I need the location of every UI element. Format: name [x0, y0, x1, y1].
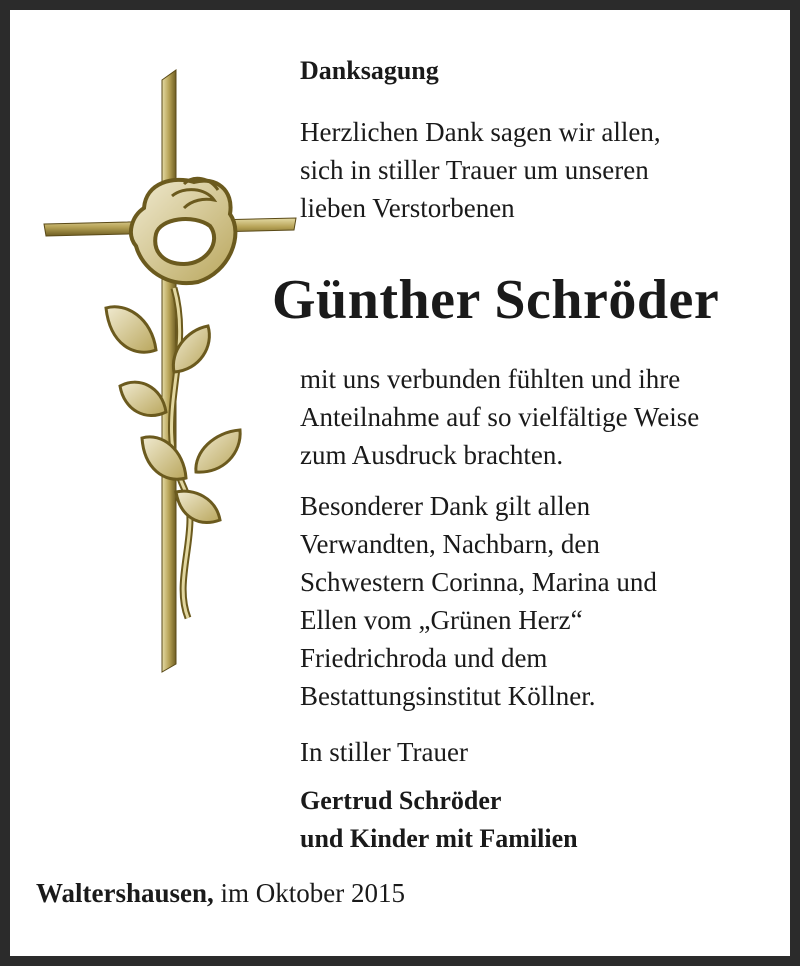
date: im Oktober 2015	[213, 878, 406, 908]
body-text-1	[300, 360, 699, 474]
text-line: Verwandten, Nachbarn, den	[300, 529, 600, 559]
intro-text	[300, 113, 661, 227]
text-line: sich in stiller Trauer um unseren	[300, 155, 649, 185]
signatory-line: und Kinder mit Familien	[300, 824, 578, 853]
text-line: mit uns verbunden fühlten und ihre	[300, 364, 681, 394]
text-line: Bestattungsinstitut Köllner.	[300, 681, 596, 711]
text-line: Schwestern Corinna, Marina und	[300, 567, 657, 597]
text-line: Anteilnahme auf so vielfältige Weise	[300, 402, 700, 432]
text-line: zum Ausdruck brachten.	[300, 440, 564, 470]
text-line: Ellen vom „Grünen Herz“	[300, 605, 583, 635]
text-line: lieben Verstorbenen	[300, 193, 515, 223]
place: Waltershausen,	[36, 878, 214, 908]
place-date	[36, 878, 405, 909]
signatory-line: Gertrud Schröder	[300, 786, 502, 815]
cross-with-rose-icon	[34, 58, 304, 678]
closing-phrase: In stiller Trauer	[300, 737, 468, 767]
signatories	[300, 782, 578, 858]
notice-heading: Danksagung	[300, 56, 439, 85]
text-line: Herzlichen Dank sagen wir allen,	[300, 117, 661, 147]
text-line: Friedrichroda und dem	[300, 643, 548, 673]
body-text-2	[300, 487, 657, 715]
text-line: Besonderer Dank gilt allen	[300, 491, 591, 521]
deceased-name: Günther Schröder	[272, 269, 720, 331]
